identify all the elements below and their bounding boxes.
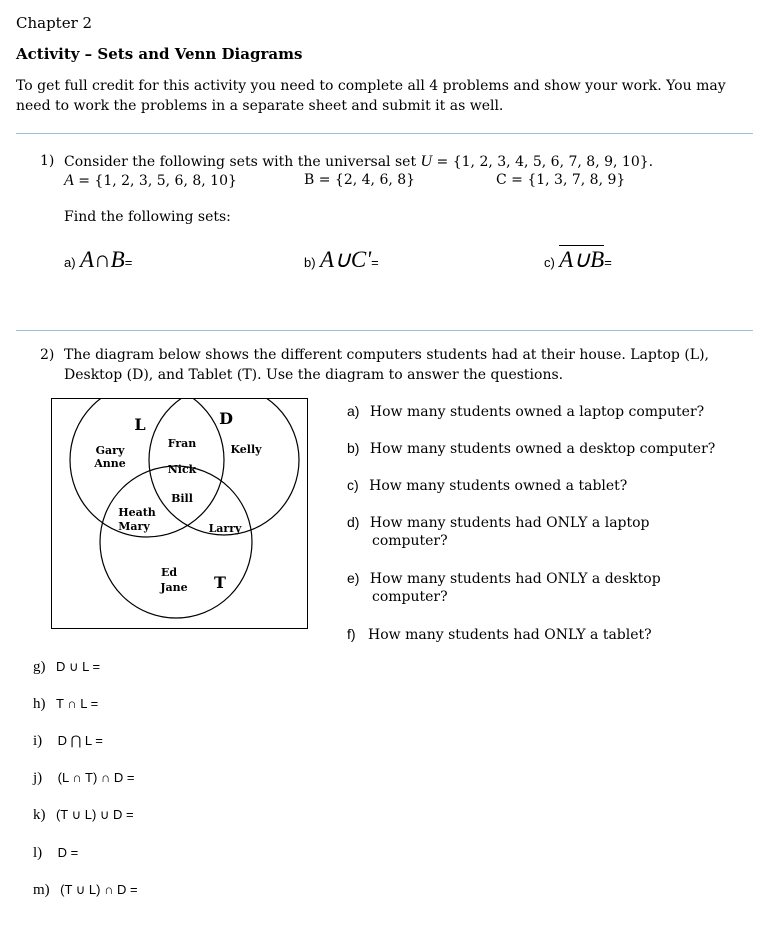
problem-2-number: 2)	[40, 347, 55, 363]
set-a	[64, 172, 237, 190]
set-question-i	[33, 733, 103, 750]
set-question-label: l)	[33, 845, 43, 861]
question-text: How many students owned a desktop computer?	[369, 441, 716, 457]
part-c	[544, 247, 612, 273]
set-question-label: k)	[33, 807, 46, 823]
set-question-expression: (L ∩ T) ∩ D =	[57, 770, 135, 785]
question-text: How many students owned a tablet?	[369, 478, 628, 494]
venn-diagram	[51, 398, 309, 630]
part-c-expression: A∪B	[559, 247, 605, 272]
section-divider	[16, 330, 753, 331]
part-a	[64, 247, 132, 273]
statement-prefix: Consider the following sets with the universal set	[64, 154, 421, 170]
set-question-label: h)	[33, 696, 46, 712]
part-c-label: c)	[544, 255, 555, 270]
set-question-g	[33, 659, 100, 676]
question-f	[347, 626, 652, 643]
question-c	[347, 477, 627, 494]
venn-name: Fran	[167, 437, 197, 450]
desktop-label: D	[219, 409, 233, 428]
section-divider	[16, 133, 753, 134]
set-question-label: i)	[33, 733, 43, 749]
set-question-label: g)	[33, 659, 46, 675]
part-b	[304, 247, 379, 273]
venn-name: Heath	[118, 506, 156, 519]
part-a-equals: =	[124, 255, 133, 270]
venn-name: Mary	[118, 520, 150, 533]
universal-set-values: = {1, 2, 3, 4, 5, 6, 7, 8, 9, 10}.	[432, 154, 654, 170]
venn-name: Bill	[171, 492, 193, 505]
question-text: How many students owned a laptop computer?	[369, 404, 705, 420]
set-question-m	[33, 882, 138, 899]
question-label: b)	[347, 440, 360, 456]
chapter-label: Chapter 2	[16, 14, 93, 32]
set-question-l	[33, 845, 78, 862]
laptop-label: L	[134, 415, 146, 434]
part-c-equals: =	[604, 255, 612, 270]
venn-name: Ed	[160, 566, 178, 579]
question-d	[347, 514, 650, 531]
set-question-expression: D ⋂ L =	[57, 733, 103, 748]
set-question-expression: (T ∪ L) ∩ D =	[60, 882, 138, 897]
venn-name: Nick	[167, 463, 197, 476]
question-e	[347, 570, 661, 587]
find-sets-instruction: Find the following sets:	[64, 209, 231, 225]
question-text: How many students had ONLY a tablet?	[368, 627, 652, 643]
venn-name: Larry	[208, 522, 242, 535]
set-c: C = {1, 3, 7, 8, 9}	[496, 172, 626, 188]
venn-name: Jane	[160, 581, 188, 594]
set-question-expression: T ∩ L =	[55, 696, 99, 711]
question-label: f)	[347, 626, 356, 642]
venn-name: Anne	[94, 457, 126, 470]
set-a-values: = {1, 2, 3, 5, 6, 8, 10}	[73, 173, 237, 189]
set-question-label: j)	[33, 770, 43, 786]
tablet-circle	[100, 466, 252, 618]
venn-name: Kelly	[230, 443, 262, 456]
universal-set-label: U	[420, 153, 433, 170]
part-a-expression: A∩B	[80, 247, 125, 272]
set-question-expression: D =	[57, 845, 79, 860]
part-a-label: a)	[64, 255, 76, 270]
set-question-j	[33, 770, 134, 787]
question-text: How many students had ONLY a laptop	[369, 515, 650, 531]
set-question-k	[33, 807, 134, 824]
question-label: e)	[347, 570, 360, 586]
question-text: How many students had ONLY a desktop	[369, 571, 661, 587]
set-question-expression: D ∪ L =	[55, 659, 101, 674]
part-b-expression: A∪C'	[320, 247, 372, 272]
problem-1-statement	[64, 153, 653, 171]
question-b	[347, 440, 715, 457]
set-question-expression: (T ∪ L) ∪ D =	[55, 807, 134, 822]
problem-1-number: 1)	[40, 153, 55, 169]
question-a	[347, 403, 704, 420]
set-question-label: m)	[33, 882, 50, 898]
page-title: Activity – Sets and Venn Diagrams	[16, 45, 303, 63]
tablet-label: T	[214, 573, 226, 592]
question-label: d)	[347, 514, 360, 530]
part-b-equals: =	[371, 255, 379, 270]
question-label: c)	[347, 477, 359, 493]
set-b: B = {2, 4, 6, 8}	[304, 172, 416, 188]
intro-paragraph: To get full credit for this activity you need to complete all 4 problems and show your work. You may need to work the problems in a separate sheet and submit it as well.	[16, 78, 726, 114]
set-question-h	[33, 696, 98, 713]
question-d-continued: computer?	[372, 533, 448, 549]
venn-name: Gary	[95, 444, 125, 457]
question-label: a)	[347, 403, 360, 419]
set-a-label: A	[64, 172, 74, 189]
problem-2-statement-line-2: Desktop (D), and Tablet (T). Use the diagram to answer the questions.	[64, 367, 564, 383]
venn-universe-box	[52, 399, 308, 629]
problem-2-statement-line-1: The diagram below shows the different computers students had at their house. Laptop (L),	[64, 347, 709, 363]
question-e-continued: computer?	[372, 589, 448, 605]
part-b-label: b)	[304, 255, 316, 270]
